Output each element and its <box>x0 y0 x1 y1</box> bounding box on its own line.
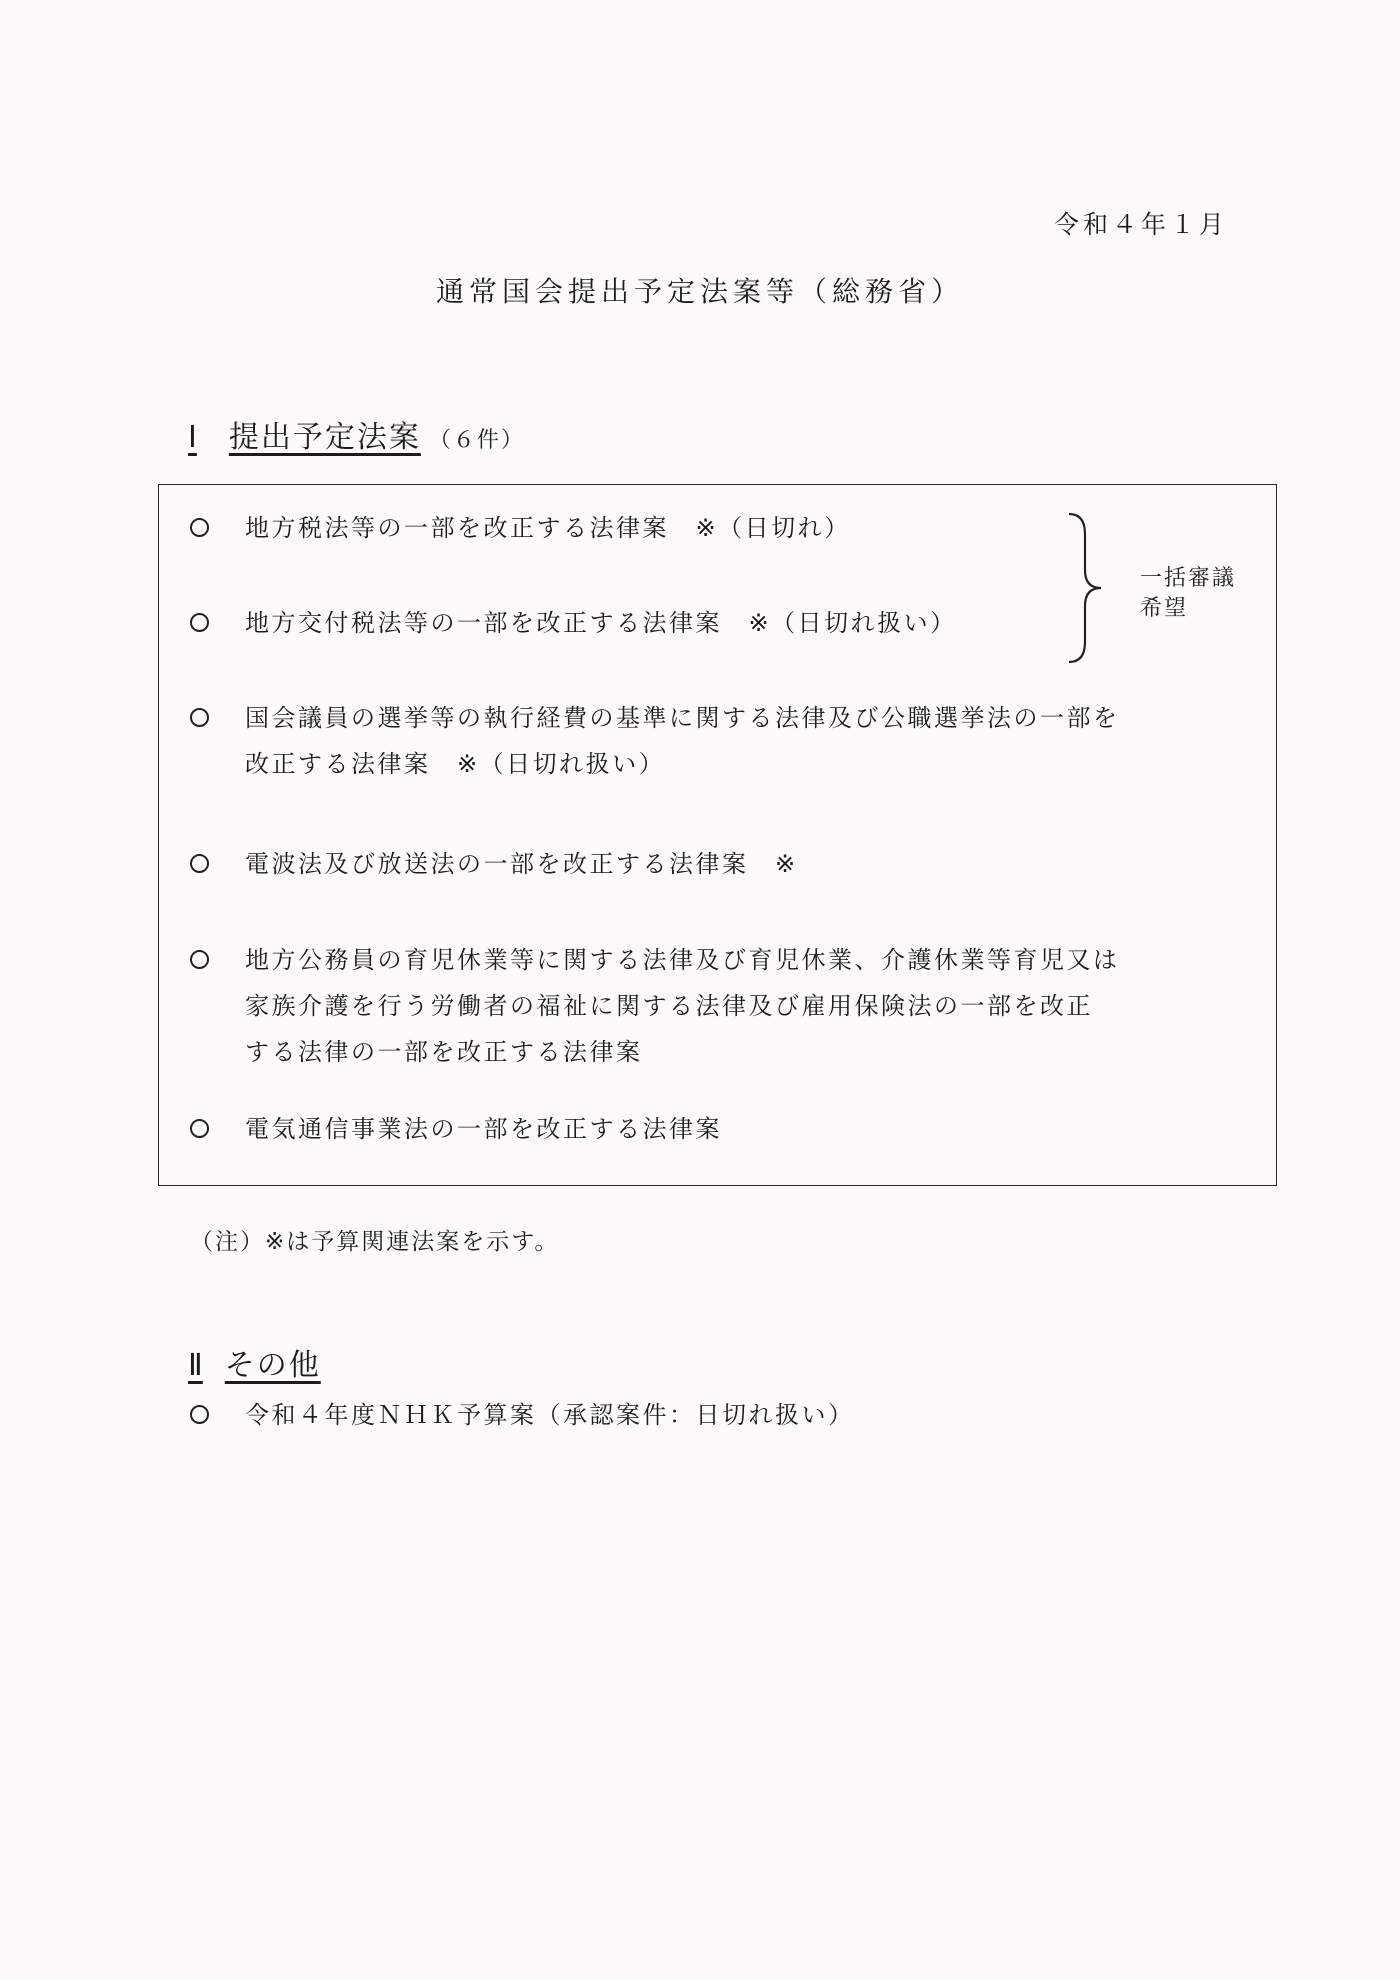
document-title: 通常国会提出予定法案等（総務省） <box>435 275 964 308</box>
circle-bullet-icon <box>190 613 209 632</box>
curly-brace-icon <box>1065 512 1105 664</box>
item-text: 改正する法律案 ※（日切れ扱い） <box>245 750 666 778</box>
item-text: する法律の一部を改正する法律案 <box>245 1038 643 1066</box>
circle-bullet-icon <box>190 1405 209 1424</box>
list-item <box>190 1392 855 1438</box>
document-date: 令和４年１月 <box>1053 210 1228 239</box>
circle-bullet-icon <box>190 708 209 727</box>
list-item <box>190 1106 722 1152</box>
item-text: 電気通信事業法の一部を改正する法律案 <box>245 1115 722 1143</box>
item-text: 地方交付税法等の一部を改正する法律案 ※（日切れ扱い） <box>245 609 957 637</box>
item-count: （６件） <box>428 428 525 453</box>
section-title: 提出予定法案 <box>228 420 421 455</box>
item-text: 令和４年度ＮＨＫ予算案（承認案件：日切れ扱い） <box>245 1401 855 1429</box>
list-item <box>190 695 1120 787</box>
bill-list-box <box>158 484 1277 1186</box>
list-item <box>190 505 851 551</box>
note-line: 一括審議 <box>1140 566 1237 591</box>
section-number: Ⅱ <box>188 1348 203 1383</box>
circle-bullet-icon <box>190 950 209 969</box>
section-1-heading <box>188 412 525 456</box>
section-2-heading <box>188 1340 321 1384</box>
item-text: 地方公務員の育児休業等に関する法律及び育児休業、介護休業等育児又は <box>245 946 1120 974</box>
note-line: 希望 <box>1140 596 1189 621</box>
section-number: Ⅰ <box>188 420 197 455</box>
list-item <box>190 841 798 887</box>
item-text: 地方税法等の一部を改正する法律案 ※（日切れ） <box>245 514 851 542</box>
list-item <box>190 600 957 646</box>
list-item <box>190 937 1120 1075</box>
circle-bullet-icon <box>190 854 209 873</box>
batch-review-note <box>1140 564 1236 624</box>
section-title: その他 <box>224 1348 321 1383</box>
item-text: 電波法及び放送法の一部を改正する法律案 ※ <box>245 850 798 878</box>
circle-bullet-icon <box>190 1119 209 1138</box>
item-text: 家族介護を行う労働者の福祉に関する法律及び雇用保険法の一部を改正 <box>245 992 1093 1020</box>
circle-bullet-icon <box>190 518 209 537</box>
item-text: 国会議員の選挙等の執行経費の基準に関する法律及び公職選挙法の一部を <box>245 704 1120 732</box>
footnote: （注）※は予算関連法案を示す。 <box>190 1229 560 1255</box>
